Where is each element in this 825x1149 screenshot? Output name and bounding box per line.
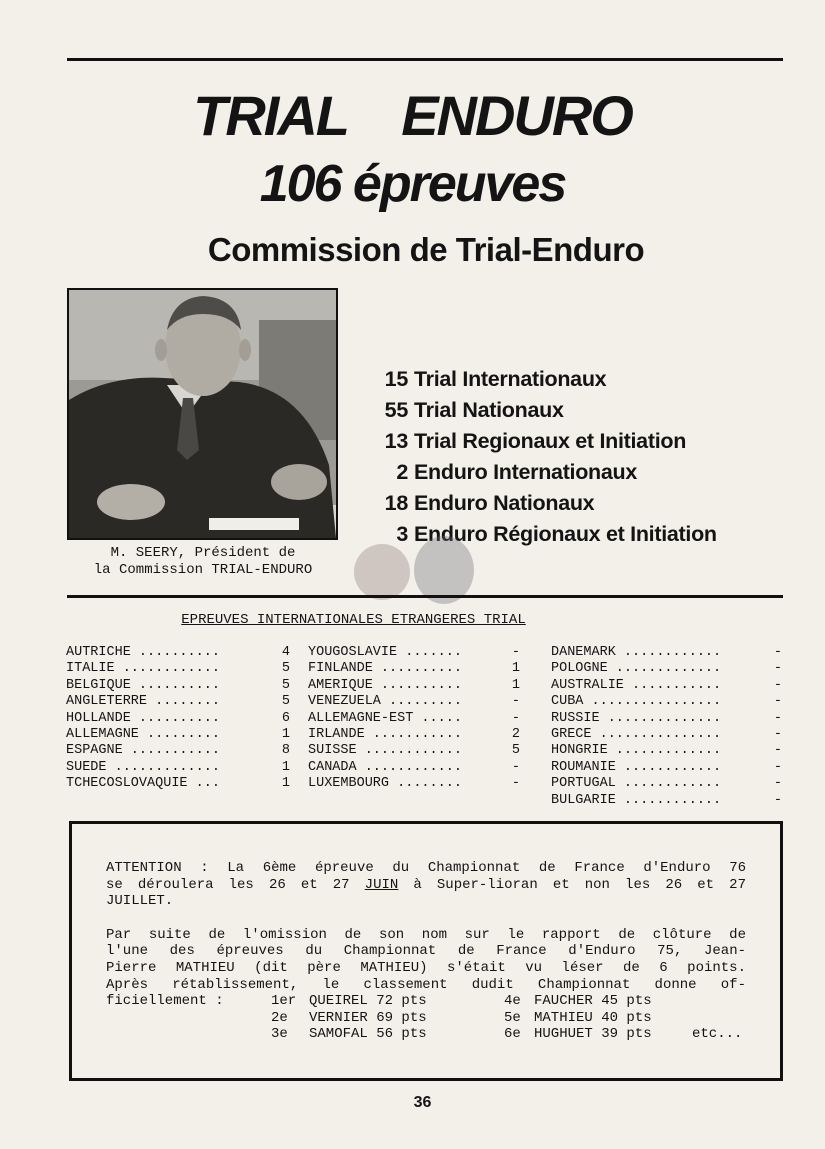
- commission-subtitle: Commission de Trial-Enduro: [207, 231, 645, 268]
- count-value: 15: [384, 367, 408, 391]
- country-name: ALLEMAGNE .........: [66, 727, 220, 743]
- country-row: [308, 678, 520, 694]
- country-name: BELGIQUE ..........: [66, 677, 220, 693]
- count-label: Trial Regionaux et Initiation: [414, 429, 687, 453]
- count-value: 18: [384, 491, 408, 515]
- international-events-title-text: EPREUVES INTERNATIONALES ETRANGERES TRIAL: [181, 612, 526, 628]
- country-event-count: -: [773, 661, 782, 677]
- country-event-count: -: [773, 677, 782, 693]
- country-event-count: 5: [281, 694, 290, 710]
- country-event-count: -: [773, 759, 782, 775]
- rank: 3e: [271, 1026, 288, 1043]
- country-name: PORTUGAL ............: [551, 776, 722, 792]
- country-name: CANADA ............: [308, 759, 462, 775]
- country-name: HOLLANDE ..........: [66, 710, 220, 726]
- country-event-count: 1: [511, 661, 520, 677]
- country-event-count: 1: [281, 759, 290, 775]
- notice-p1-line2-a: se déroulera les 26 et 27: [106, 876, 350, 893]
- country-name: TCHECOSLOVAQUIE ...: [66, 776, 220, 792]
- country-name: ITALIE ............: [66, 661, 220, 677]
- rank: 6e: [504, 1026, 521, 1043]
- country-row: [308, 694, 520, 710]
- top-rule: [67, 58, 783, 61]
- country-name: IRLANDE ...........: [308, 727, 462, 743]
- count-row: [372, 395, 717, 426]
- country-row: [66, 776, 290, 792]
- country-name: GRECE ...............: [551, 727, 722, 743]
- notice-p2-line5: ficiellement :: [106, 993, 224, 1010]
- notice-p1-line2-b: à Super-lioran et non les 26 et 27: [413, 876, 746, 893]
- country-name: RUSSIE ..............: [551, 710, 722, 726]
- country-row: [66, 727, 290, 743]
- country-row: [551, 711, 782, 727]
- international-events-title: [0, 612, 707, 628]
- country-event-count: -: [511, 645, 520, 660]
- rank: 2e: [271, 1009, 288, 1026]
- country-row: [66, 661, 290, 677]
- country-row: [308, 743, 520, 759]
- country-name: CUBA ................: [551, 694, 722, 710]
- count-value: 2: [396, 460, 408, 484]
- notice-p1-line3: JUILLET.: [106, 893, 174, 910]
- country-name: BULGARIE ............: [551, 792, 722, 808]
- country-event-count: 8: [281, 743, 290, 759]
- country-name: LUXEMBOURG ........: [308, 776, 462, 792]
- notice-p2-line4: Après rétablissement, le classement dudit Championnat donne of-: [106, 976, 746, 993]
- country-column-2: [308, 645, 520, 793]
- country-event-count: -: [773, 743, 782, 759]
- country-row: [66, 760, 290, 776]
- country-name: FINLANDE ..........: [308, 661, 462, 677]
- rider: SAMOFAL 56 pts: [309, 1026, 427, 1043]
- country-name: SUEDE .............: [66, 759, 220, 775]
- page-title-line1: TRIAL ENDURO: [193, 84, 632, 147]
- caption-line-2: la Commission TRIAL-ENDURO: [93, 562, 313, 578]
- count-label: Trial Internationaux: [414, 367, 607, 391]
- country-column-3: [551, 645, 782, 809]
- rider: FAUCHER 45 pts: [534, 993, 652, 1010]
- country-row: [551, 645, 782, 661]
- rider: VERNIER 69 pts: [309, 1009, 427, 1026]
- country-name: DANEMARK ............: [551, 645, 722, 660]
- country-name: SUISSE ............: [308, 743, 462, 759]
- country-event-count: -: [511, 776, 520, 792]
- notice-p1-line1: ATTENTION : La 6ème épreuve du Championnat de France d'Enduro 76: [106, 860, 746, 876]
- country-row: [66, 711, 290, 727]
- notice-text: [106, 860, 746, 1043]
- president-photo: [67, 288, 338, 540]
- photo-caption: [62, 545, 344, 579]
- country-event-count: -: [773, 645, 782, 660]
- count-row: [372, 488, 717, 519]
- country-event-count: -: [773, 792, 782, 808]
- country-name: ANGLETERRE ........: [66, 694, 220, 710]
- rider: MATHIEU 40 pts: [534, 1009, 652, 1026]
- notice-p2-line3: Pierre MATHIEU (dit père MATHIEU) s'était vu léser de 6 points.: [106, 959, 746, 976]
- country-row: [551, 743, 782, 759]
- country-row: [551, 678, 782, 694]
- country-event-count: 1: [281, 727, 290, 743]
- country-name: AMERIQUE ..........: [308, 677, 462, 693]
- country-row: [66, 678, 290, 694]
- rider: QUEIREL 72 pts: [309, 993, 427, 1010]
- country-event-count: 5: [511, 743, 520, 759]
- country-event-count: -: [773, 727, 782, 743]
- country-event-count: -: [773, 710, 782, 726]
- country-event-count: -: [773, 694, 782, 710]
- country-event-count: -: [511, 710, 520, 726]
- rank: 5e: [504, 1009, 521, 1026]
- count-label: Enduro Internationaux: [414, 460, 638, 484]
- country-event-count: 1: [281, 776, 290, 792]
- page-number: 36: [413, 1094, 432, 1111]
- page-title-line2: 106 épreuves: [259, 155, 566, 213]
- ranking-tail: etc...: [692, 1026, 743, 1043]
- country-row: [551, 727, 782, 743]
- country-name: YOUGOSLAVIE .......: [308, 645, 462, 660]
- ranking-block: [106, 993, 746, 1043]
- country-row: [308, 760, 520, 776]
- country-name: ALLEMAGNE-EST .....: [308, 710, 462, 726]
- country-row: [551, 776, 782, 792]
- rank: 4e: [504, 993, 521, 1010]
- count-value: 13: [384, 429, 408, 453]
- country-event-count: -: [511, 759, 520, 775]
- country-name: VENEZUELA .........: [308, 694, 462, 710]
- country-row: [66, 694, 290, 710]
- country-event-count: 5: [281, 661, 290, 677]
- notice-box: [69, 821, 783, 1081]
- count-row: [372, 364, 717, 395]
- section-rule: [67, 595, 783, 598]
- country-event-count: 6: [281, 710, 290, 726]
- country-name: POLOGNE .............: [551, 661, 722, 677]
- country-name: AUTRICHE ..........: [66, 645, 220, 660]
- country-event-count: -: [511, 694, 520, 710]
- country-event-count: 5: [281, 677, 290, 693]
- country-event-count: 4: [281, 645, 290, 660]
- country-event-count: 2: [511, 727, 520, 743]
- country-event-count: -: [773, 776, 782, 792]
- country-row: [308, 645, 520, 661]
- country-row: [308, 776, 520, 792]
- count-label: Trial Nationaux: [414, 398, 564, 422]
- count-row: [372, 426, 717, 457]
- count-row: [372, 457, 717, 488]
- count-label: Enduro Régionaux et Initiation: [414, 522, 717, 546]
- country-row: [66, 743, 290, 759]
- country-row: [551, 694, 782, 710]
- country-column-1: [66, 645, 290, 793]
- count-value: 55: [384, 398, 408, 422]
- caption-line-1: M. SEERY, Président de: [110, 545, 296, 561]
- country-row: [551, 760, 782, 776]
- count-value: 3: [396, 522, 408, 546]
- country-name: ROUMANIE ............: [551, 759, 722, 775]
- country-row: [66, 645, 290, 661]
- country-row: [308, 711, 520, 727]
- country-row: [551, 793, 782, 809]
- rank: 1er: [271, 993, 297, 1010]
- country-name: AUSTRALIE ...........: [551, 677, 722, 693]
- count-label: Enduro Nationaux: [414, 491, 595, 515]
- notice-p1-line2: [106, 877, 746, 894]
- ranking-row: [271, 1010, 692, 1027]
- watermark-logo: [352, 532, 476, 610]
- event-counts-list: [372, 364, 717, 550]
- notice-p2-line2: l'une des épreuves du Championnat de France d'Enduro 75, Jean-: [106, 943, 746, 960]
- notice-juin: JUIN: [364, 876, 399, 893]
- ranking-row: [271, 993, 692, 1010]
- country-row: [308, 661, 520, 677]
- country-row: [551, 661, 782, 677]
- country-name: HONGRIE .............: [551, 743, 722, 759]
- ranking-row: [271, 1026, 742, 1043]
- notice-p2-line1: Par suite de l'omission de son nom sur le rapport de clôture de: [106, 926, 746, 943]
- country-event-count: 1: [511, 677, 520, 693]
- country-row: [308, 727, 520, 743]
- rider: HUGHUET 39 pts: [534, 1026, 652, 1043]
- country-name: ESPAGNE ...........: [66, 743, 220, 759]
